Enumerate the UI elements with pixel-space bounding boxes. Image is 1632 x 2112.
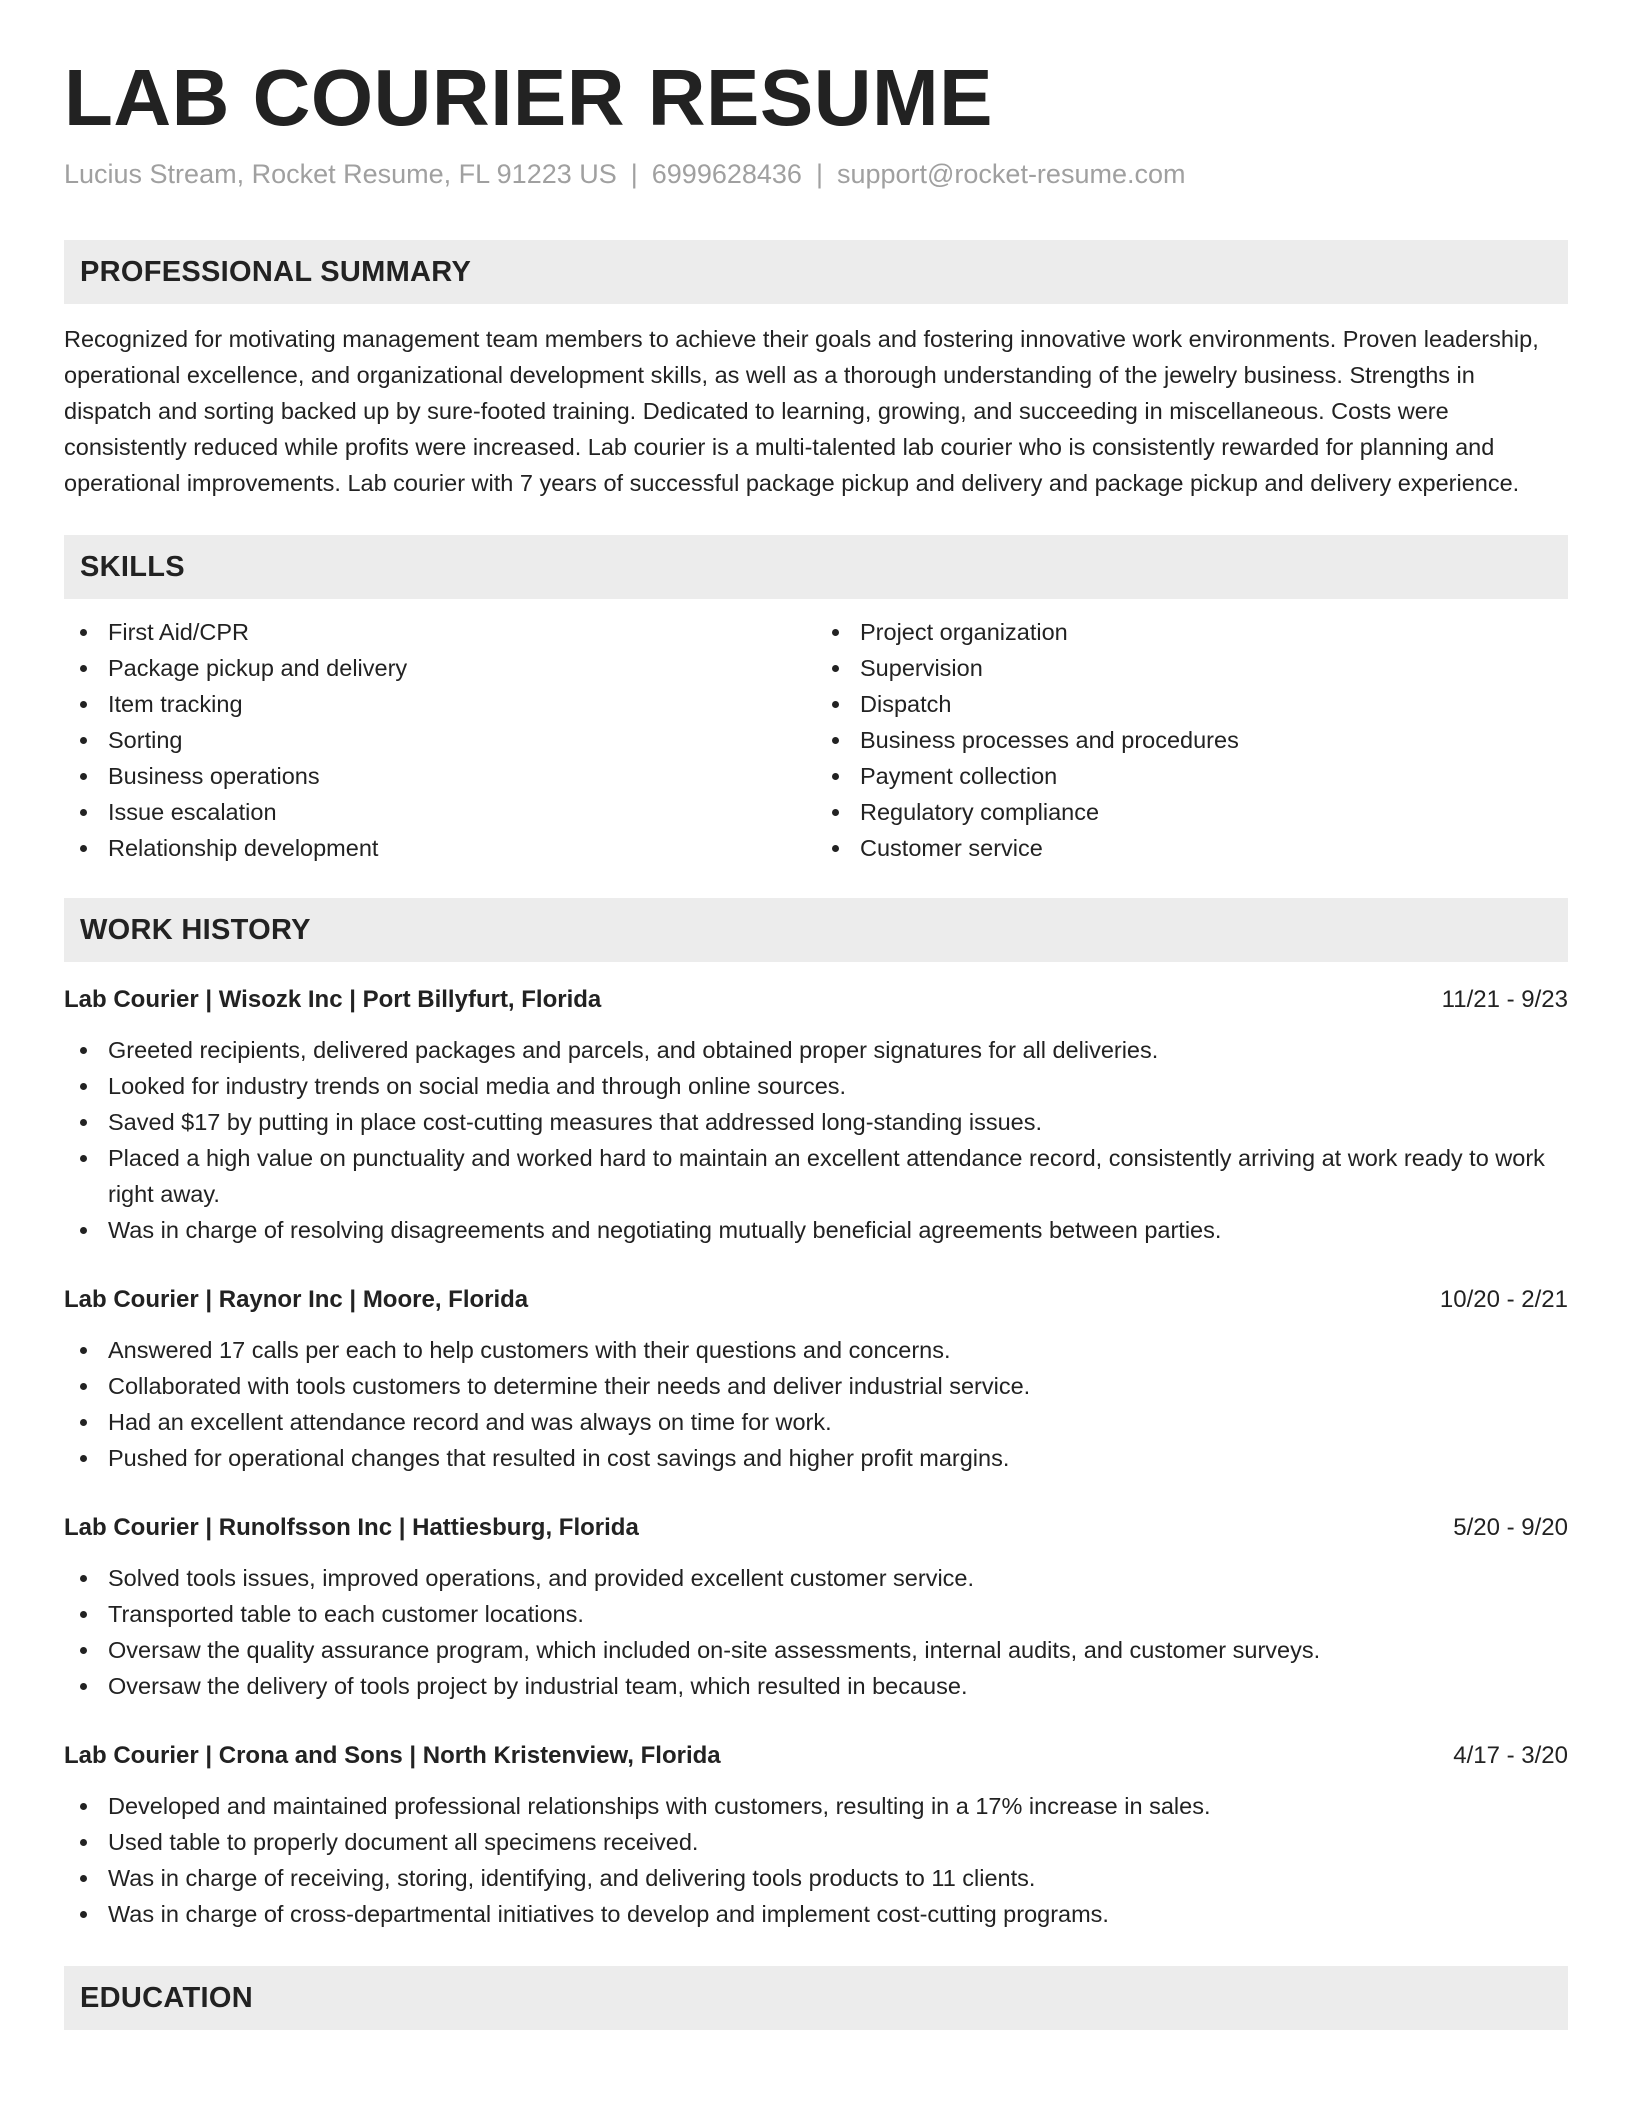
duty-item: Was in charge of cross-departmental initiatives to develop and implement cost-cutting programs. [64,1896,1568,1932]
job-entry [64,1282,1568,1476]
job-dates: 5/20 - 9/20 [1453,1514,1568,1542]
contact-separator: | [630,159,638,189]
skill-item: Business processes and procedures [816,722,1568,758]
job-entry [64,982,1568,1248]
education-heading: EDUCATION [64,1966,1568,2030]
summary-text: Recognized for motivating management team members to achieve their goals and fostering innovative work environments. Proven leadership, operational excellence, and organizational development skills, as well as a thorough understanding of the jewelry business. Strengths in dispatch and sorting backed up by sure-footed training. Dedicated to learning, growing, and succeeding in miscellaneous. Costs were consistently reduced while profits were increased. Lab courier is a multi-talented lab courier who is consistently rewarded for planning and operational improvements. Lab courier with 7 years of successful package pickup and delivery and package pickup and delivery experience. [64,326,1539,497]
job-entry [64,1738,1568,1932]
skills-heading: SKILLS [64,535,1568,599]
skill-item: Customer service [816,830,1568,866]
duty-item: Transported table to each customer locations. [64,1596,1568,1632]
skills-column-right [816,614,1568,866]
duty-item: Had an excellent attendance record and was always on time for work. [64,1404,1568,1440]
skills-list [64,614,1568,866]
job-dates: 10/20 - 2/21 [1439,1286,1568,1314]
job-title: Lab Courier | Crona and Sons | North Kristenview, Florida [64,1742,721,1770]
duty-item: Placed a high value on punctuality and worked hard to maintain an excellent attendance record, consistently arriving at work ready to work right away. [64,1140,1568,1212]
duty-item: Was in charge of receiving, storing, identifying, and delivering tools products to 11 clients. [64,1860,1568,1896]
duty-item: Used table to properly document all specimens received. [64,1824,1568,1860]
skill-item: Sorting [64,722,816,758]
duty-item: Oversaw the delivery of tools project by industrial team, which resulted in because. [64,1668,1568,1704]
skill-item: Business operations [64,758,816,794]
job-duties [64,1560,1568,1704]
job-duties [64,1788,1568,1932]
duty-item: Collaborated with tools customers to determine their needs and deliver industrial service. [64,1368,1568,1404]
duty-item: Oversaw the quality assurance program, which included on-site assessments, internal audits, and customer surveys. [64,1632,1568,1668]
job-dates: 11/21 - 9/23 [1441,986,1568,1014]
skills-column-left [64,614,816,866]
job-duties [64,1332,1568,1476]
duty-item: Looked for industry trends on social media and through online sources. [64,1068,1568,1104]
contact-address: Lucius Stream, Rocket Resume, FL 91223 US [64,159,617,189]
job-title: Lab Courier | Runolfsson Inc | Hattiesburg, Florida [64,1514,639,1542]
resume-title: LAB COURIER RESUME [64,53,994,142]
contact-email: support@rocket-resume.com [836,159,1186,189]
job-header [64,982,1568,1018]
work-history-heading: WORK HISTORY [64,898,1568,962]
skill-item: Item tracking [64,686,816,722]
duty-item: Developed and maintained professional relationships with customers, resulting in a 17% increase in sales. [64,1788,1568,1824]
duty-item: Greeted recipients, delivered packages and parcels, and obtained proper signatures for all deliveries. [64,1032,1568,1068]
skill-item: Relationship development [64,830,816,866]
job-header [64,1282,1568,1318]
skill-item: Payment collection [816,758,1568,794]
contact-phone: 6999628436 [651,159,802,189]
duty-item: Solved tools issues, improved operations, and provided excellent customer service. [64,1560,1568,1596]
skill-item: Issue escalation [64,794,816,830]
skill-item: Regulatory compliance [816,794,1568,830]
job-title: Lab Courier | Raynor Inc | Moore, Florida [64,1286,529,1314]
skill-item: Package pickup and delivery [64,650,816,686]
skill-item: Project organization [816,614,1568,650]
job-dates: 4/17 - 3/20 [1453,1742,1568,1770]
job-entry [64,1510,1568,1704]
contact-separator: | [815,159,823,189]
job-title: Lab Courier | Wisozk Inc | Port Billyfurt, Florida [64,986,602,1014]
skill-item: Supervision [816,650,1568,686]
summary-heading: PROFESSIONAL SUMMARY [64,240,1568,304]
skill-item: Dispatch [816,686,1568,722]
job-header [64,1510,1568,1546]
job-header [64,1738,1568,1774]
duty-item: Was in charge of resolving disagreements and negotiating mutually beneficial agreements between parties. [64,1212,1568,1248]
job-duties [64,1032,1568,1248]
duty-item: Answered 17 calls per each to help customers with their questions and concerns. [64,1332,1568,1368]
duty-item: Saved $17 by putting in place cost-cutting measures that addressed long-standing issues. [64,1104,1568,1140]
contact-line [64,158,1568,190]
duty-item: Pushed for operational changes that resulted in cost savings and higher profit margins. [64,1440,1568,1476]
skill-item: First Aid/CPR [64,614,816,650]
